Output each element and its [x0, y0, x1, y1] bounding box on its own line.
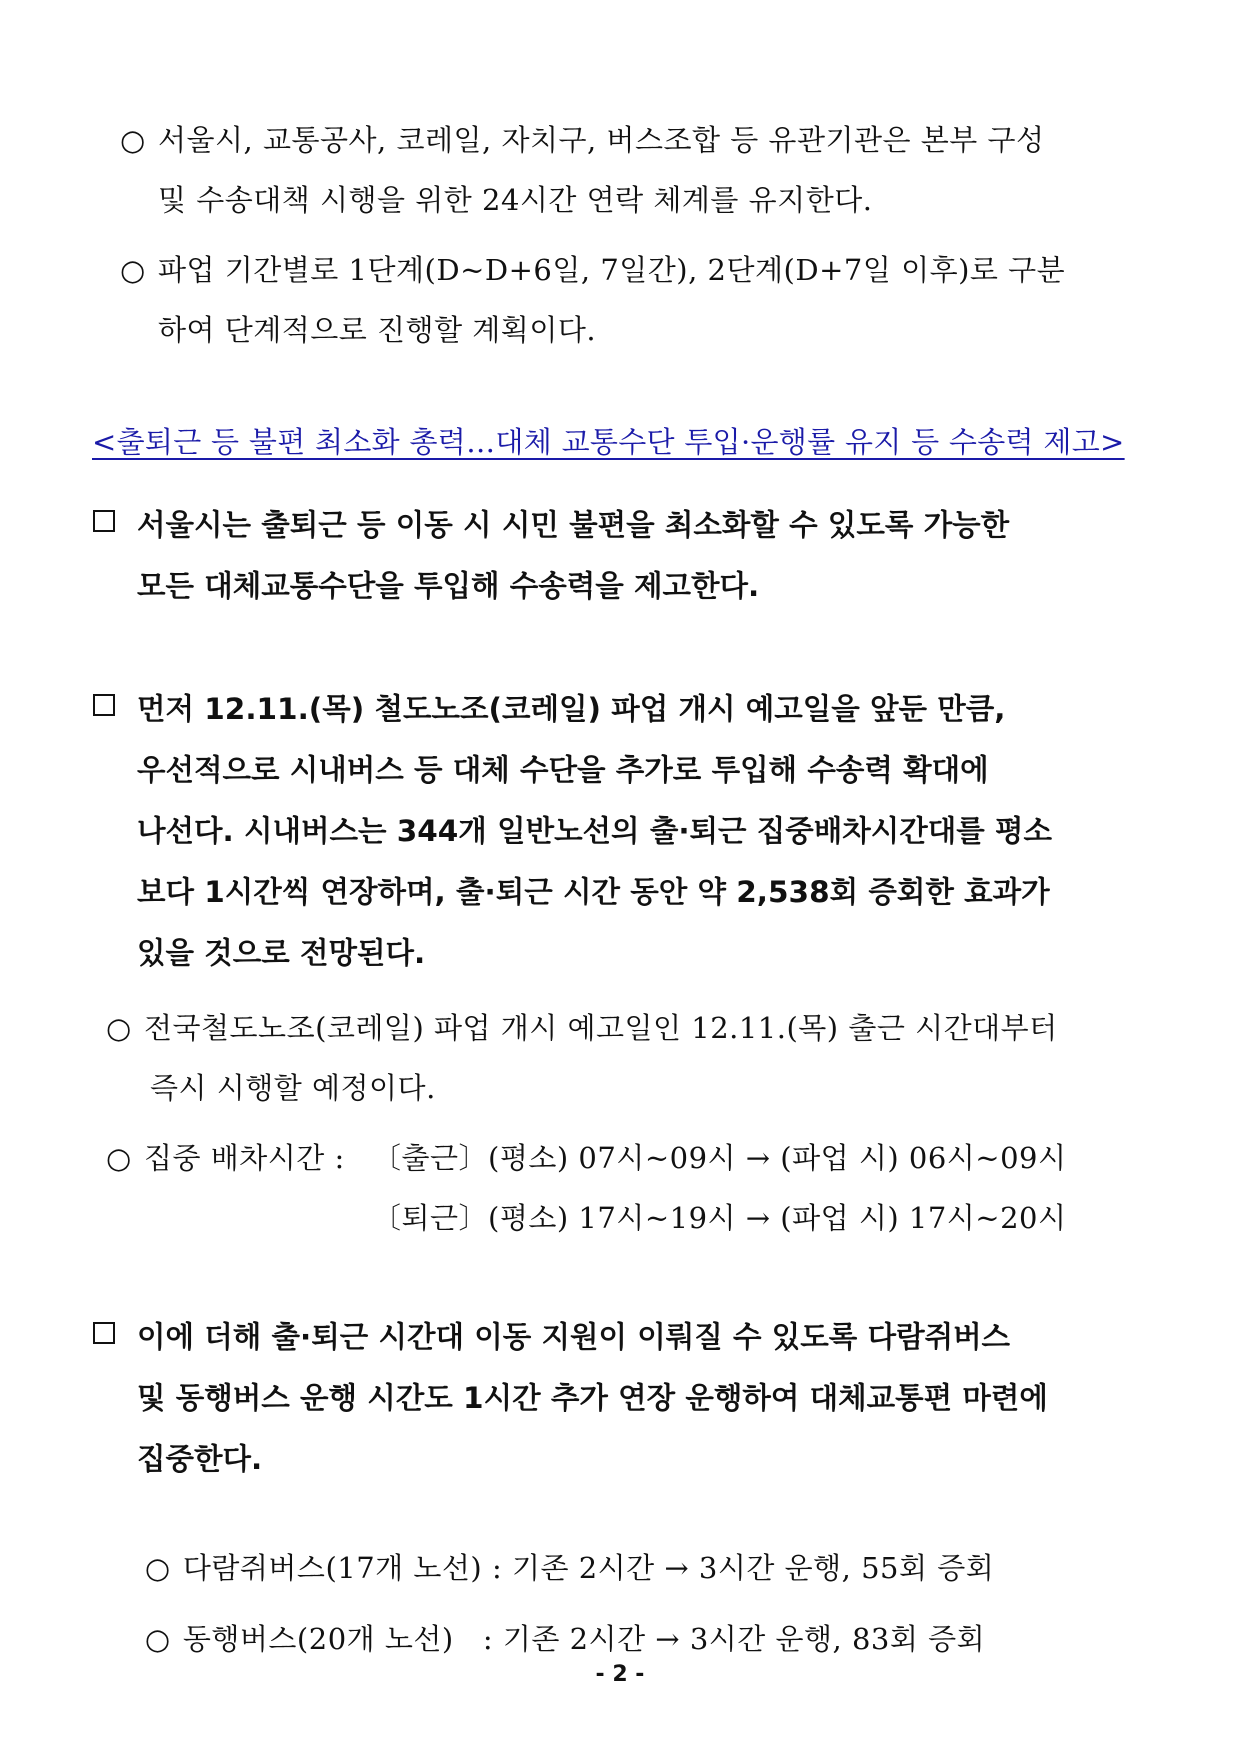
schedule-label: 집중 배차시간 : [144, 1141, 345, 1175]
circle-bullet-icon: ○ [120, 253, 146, 287]
circle-bullet-icon: ○ [106, 1011, 132, 1045]
circle-bullet-icon: ○ [144, 1551, 171, 1585]
para2-line5: 있을 것으로 전망된다. [137, 936, 426, 970]
schedule-row-commute-out: 〔퇴근〕(평소) 17시~19시 → (파업 시) 17시~20시 [372, 1201, 1067, 1235]
page-number: - 2 - [595, 1662, 645, 1687]
checkbox-square-icon [93, 1322, 115, 1344]
para3-line2: 및 동행버스 운행 시간도 1시간 추가 연장 운행하여 대체교통편 마련에 [137, 1381, 1048, 1415]
para2-line4: 보다 1시간씩 연장하며, 출·퇴근 시간 동안 약 2,538회 증회한 효과가 [137, 875, 1050, 909]
para2-line2: 우선적으로 시내버스 등 대체 수단을 추가로 투입해 수송력 확대에 [137, 753, 989, 787]
para2-line1: 먼저 12.11.(목) 철도노조(코레일) 파업 개시 예고일을 앞둔 만큼, [137, 692, 1006, 726]
para2-line3: 나선다. 시내버스는 344개 일반노선의 출·퇴근 집중배차시간대를 평소 [137, 814, 1053, 848]
para3-line1: 이에 더해 출·퇴근 시간대 이동 지원이 이뤄질 수 있도록 다람쥐버스 [137, 1320, 1011, 1354]
circle-bullet-icon: ○ [144, 1622, 171, 1656]
circle-bullet-icon: ○ [120, 123, 146, 157]
section-heading: <출퇴근 등 불편 최소화 총력…대체 교통수단 투입·운행률 유지 등 수송력 제고> [92, 425, 1125, 459]
checkbox-square-icon [93, 694, 115, 716]
para2-sub-bullet-1-cont [150, 1066, 436, 1107]
para2-sub-bullet-1-line1: 전국철도노조(코레일) 파업 개시 예고일인 12.11.(목) 출근 시간대부터 [144, 1011, 1058, 1045]
circle-bullet-icon: ○ [106, 1141, 132, 1175]
para3-line3: 집중한다. [137, 1442, 263, 1476]
para1-line1: 서울시는 출퇴근 등 이동 시 시민 불편을 최소화할 수 있도록 가능한 [137, 508, 1010, 542]
intro-bullet-2 [120, 248, 1065, 289]
para3-sub-bullet-2-text: 동행버스(20개 노선) : 기존 2시간 → 3시간 운행, 83회 증회 [182, 1622, 986, 1656]
intro-bullet-1-line1: 서울시, 교통공사, 코레일, 자치구, 버스조합 등 유관기관은 본부 구성 [158, 123, 1045, 157]
para3-sub-bullet-1-text: 다람쥐버스(17개 노선) : 기존 2시간 → 3시간 운행, 55회 증회 [182, 1551, 995, 1585]
intro-bullet-2-line1: 파업 기간별로 1단계(D~D+6일, 7일간), 2단계(D+7일 이후)로 구분 [158, 253, 1066, 287]
intro-bullet-1-line2: 및 수송대책 시행을 위한 24시간 연락 체계를 유지한다. [158, 183, 873, 217]
para1-line2: 모든 대체교통수단을 투입해 수송력을 제고한다. [137, 569, 760, 603]
intro-bullet-1 [120, 118, 1045, 159]
intro-bullet-1-cont [158, 178, 872, 219]
para2-sub-bullet-1 [106, 1006, 1058, 1047]
checkbox-square-icon [93, 510, 115, 532]
intro-bullet-2-cont [158, 308, 596, 349]
schedule-bullet [106, 1136, 345, 1177]
para2-sub-bullet-1-line2: 즉시 시행할 예정이다. [150, 1071, 436, 1105]
schedule-row-commute-in: 〔출근〕(평소) 07시~09시 → (파업 시) 06시~09시 [372, 1141, 1067, 1175]
intro-bullet-2-line2: 하여 단계적으로 진행할 계획이다. [158, 313, 597, 347]
